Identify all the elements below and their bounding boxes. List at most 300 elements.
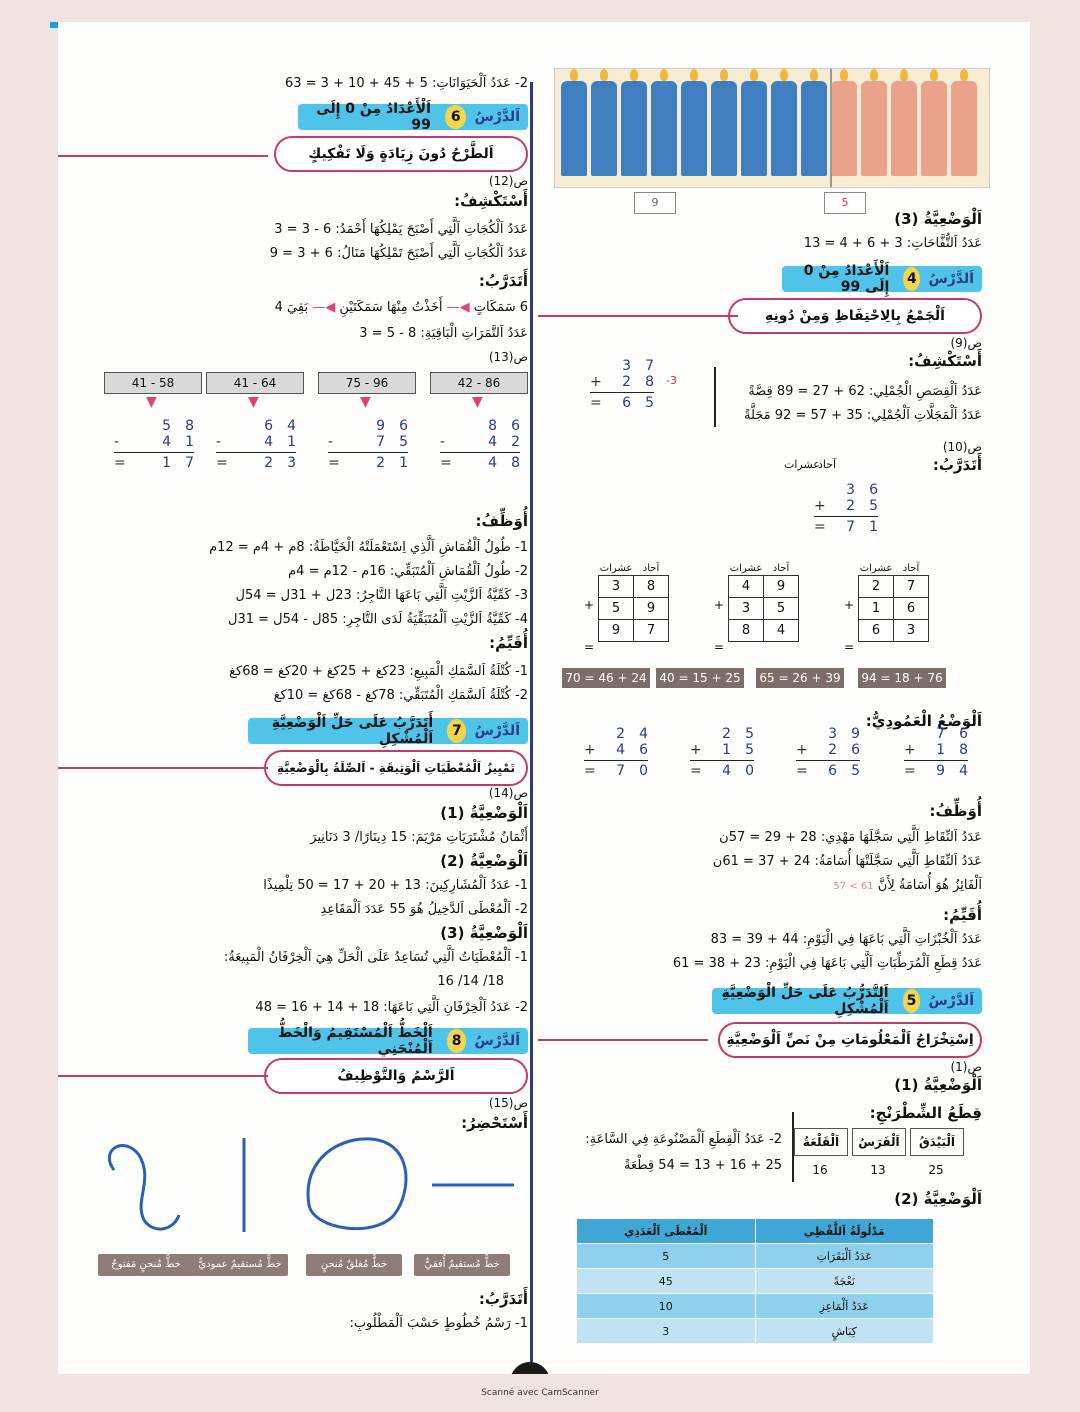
equals-sign: = xyxy=(814,519,826,535)
sheep-total: 2- عَدَدُ اَلْخِرْفَانِ اَلَّتِي بَاعَهَا: 18 + 14 + 16 = 48 xyxy=(255,1000,528,1015)
lesson-label: اَلدَّرْسُ xyxy=(928,271,974,287)
grid-header xyxy=(859,562,929,576)
table-cell: 45 xyxy=(577,1269,756,1294)
apples-count: عَدَدُ اَلتُّفَّاحَاتِ: 3 + 6 + 4 = 13 xyxy=(803,236,982,251)
result-digit: 4 xyxy=(488,455,498,471)
operand-digit: 6 xyxy=(264,418,274,434)
grid-cell: 5 xyxy=(764,598,799,620)
result-digit: 2 xyxy=(376,455,386,471)
tens-label: عشرات xyxy=(784,458,820,471)
table-header-cell: اَلْمُعْطَى اَلْعَدَدِي xyxy=(577,1219,756,1244)
situation-3-heading: اَلْوَضْعِيَّةُ (3) xyxy=(894,210,982,228)
operand-digit: 3 xyxy=(846,482,856,498)
tens-label: عشرات xyxy=(859,563,893,574)
op-row xyxy=(690,742,754,758)
equals-sign: = xyxy=(904,763,916,779)
decor-line xyxy=(58,1075,268,1077)
grid-cell: 6 xyxy=(894,598,929,620)
chess-piece-count: 25 xyxy=(928,1163,944,1177)
op-row xyxy=(584,742,648,758)
grid-row xyxy=(729,620,799,642)
situation-2-heading: اَلْوَضْعِيَّةُ (2) xyxy=(894,1190,982,1208)
left-situation-1: اَلْوَضْعِيَّةُ (1) xyxy=(440,804,528,822)
operand-digit: 7 xyxy=(645,358,654,374)
practice-heading-left: أَتَدَرَّبُ: xyxy=(478,272,528,290)
op-row xyxy=(328,455,408,471)
units-label: آحاد xyxy=(764,562,799,576)
operand-digit: 2 xyxy=(616,726,626,742)
ahmed-marbles: عَدَدُ اَلْكُجَاتِ اَلَّتِي أَصْبَحَ يَمْلِكُهَا أَحْمَدُ: 6 - 3 = 3 xyxy=(274,222,528,237)
line-type-button: خطٌّ مُغلقٌ مُنحنٍ xyxy=(306,1254,402,1276)
page-ref-9: ص(9) xyxy=(950,336,982,350)
decor-line xyxy=(538,1039,708,1041)
lesson-title: اَلْأَعْدَادُ مِنْ 0 إِلَى 99 xyxy=(316,101,431,133)
sum-line xyxy=(216,452,296,453)
result-digit: 6 xyxy=(828,763,838,779)
operand-digit: 6 xyxy=(959,726,968,742)
operand-digit: 5 xyxy=(745,742,754,758)
plus-sign: - xyxy=(440,434,446,450)
apply-heading-left: أُوَظِّفُ: xyxy=(475,512,528,530)
table-row xyxy=(577,1244,934,1269)
plus-sign: - xyxy=(114,434,120,450)
result-digit: 1 xyxy=(869,519,878,535)
extra-data: 2- اَلْمُعْطَى اَلدَّخِيلُ هُوَ 55 عَدَدَ اَلْمَقَاعِدِ xyxy=(320,902,528,917)
lesson-8-subtitle: اَلرَّسْمُ وَالتَّوْظِيفُ xyxy=(264,1058,528,1094)
operand-digit: 7 xyxy=(376,434,386,450)
down-arrow-icon: ▼ xyxy=(360,394,371,410)
vertical-subtraction xyxy=(328,418,408,471)
table-cell: 5 xyxy=(577,1244,756,1269)
fish-start: 6 سَمَكَاتٍ xyxy=(473,300,528,315)
plus-sign: + xyxy=(904,742,916,758)
sheep-values: 18/ 14/ 16 xyxy=(437,974,504,989)
operand-digit: 1 xyxy=(936,742,946,758)
grid-cell: 6 xyxy=(859,620,894,642)
vertical-addition xyxy=(584,726,648,779)
result-digit: 6 xyxy=(622,395,632,411)
sum-line xyxy=(584,760,648,761)
lesson-5-subtitle: اِسْتِخْرَاجُ اَلْمَعْلُومَاتِ مِنْ نَصِّ اَلْوَضْعِيَّةِ xyxy=(718,1022,982,1058)
equals-sign: = xyxy=(440,455,452,471)
op-row xyxy=(796,726,860,742)
op-row xyxy=(904,726,968,742)
grid-row xyxy=(599,598,669,620)
plus-sign: + xyxy=(814,498,826,514)
operand-digit: 2 xyxy=(622,374,632,390)
grid-row xyxy=(599,576,669,598)
subtraction-tag: 41 - 64 xyxy=(206,372,304,394)
decor-line xyxy=(58,155,268,157)
fish-left-mass: 2- كُتْلَةُ اَلسَّمَكِ الْمُتَبَقِّي: 78كغ - 68كغ = 10كغ xyxy=(273,688,528,703)
result-digit: 3 xyxy=(287,455,296,471)
lesson-7-banner xyxy=(248,715,528,747)
table-row xyxy=(577,1269,934,1294)
situation-2-table xyxy=(576,1218,934,1344)
result-digit: 5 xyxy=(645,395,654,411)
op-row xyxy=(690,763,754,779)
lesson-label: اَلدَّرْسُ xyxy=(928,993,974,1009)
operand-digit: 5 xyxy=(399,434,408,450)
operand-digit: 1 xyxy=(185,434,194,450)
result-digit: 5 xyxy=(851,763,860,779)
lesson-number: 5 xyxy=(903,989,921,1013)
grid-row xyxy=(859,576,929,598)
chess-question: 2- عَدَدُ اَلْقِطَعِ اَلْمَصْنُوعَةِ فِي السَّاعَةِ: xyxy=(585,1132,782,1147)
table-header xyxy=(577,1219,934,1244)
decor-line xyxy=(538,315,738,317)
equation-bar: 94 = 18 + 76 xyxy=(858,668,946,688)
plus-sign: + xyxy=(844,598,855,612)
practice-heading-2: أَتَدَرَّبُ: xyxy=(478,1290,528,1308)
open-curve-shape xyxy=(109,1146,179,1230)
result-digit: 0 xyxy=(639,763,648,779)
lesson-label: اَلدَّرْسُ xyxy=(474,723,520,739)
grid-cell: 8 xyxy=(634,576,669,598)
op-row xyxy=(904,742,968,758)
operand-digit: 3 xyxy=(622,358,632,374)
op-row xyxy=(114,418,194,434)
operand-digit: 6 xyxy=(851,742,860,758)
breads-sold: عَدَدُ اَلْخُبْزَاتِ اَلَّتِي بَاعَهَا فِي الْيَوْمِ: 44 + 39 = 83 xyxy=(710,932,982,947)
mahdi-points: عَدَدُ اَلنِّقَاطِ اَلَّتِي سَجَّلَهَا مَهْدِي: 28 + 29 = 57ن xyxy=(719,830,982,845)
operand-digit: 4 xyxy=(162,434,172,450)
winner-text: اَلْفَائِزُ هُوَ أُسَامَةُ لِأَنَّ xyxy=(877,878,982,893)
op-row xyxy=(114,455,194,471)
vertical-subtraction xyxy=(440,418,520,471)
plus-sign: + xyxy=(584,598,595,612)
op-row xyxy=(590,395,654,411)
tens-label: عشرات xyxy=(729,563,763,574)
plus-sign: - xyxy=(328,434,334,450)
equals-sign: = xyxy=(328,455,340,471)
page-ref-14: ص(14) xyxy=(488,786,528,800)
plus-sign: + xyxy=(584,742,596,758)
participants-count: 1- عَدَدُ اَلْمُشَارِكِينَ: 13 + 20 + 17 = 50 تِلْمِيذًا xyxy=(263,878,528,893)
op-row xyxy=(440,418,520,434)
table-cell: عَدَدُ اَلْبَقَرَاتِ xyxy=(755,1244,934,1269)
tens-units-grid xyxy=(728,562,799,642)
subtraction-tag: 75 - 96 xyxy=(318,372,416,394)
operand-digit: 4 xyxy=(488,434,498,450)
tens-label: عشرات xyxy=(599,563,633,574)
op-row xyxy=(814,519,878,535)
table-cell: كِبَاشٍ xyxy=(755,1319,934,1344)
equals-sign: = xyxy=(216,455,228,471)
operand-digit: 8 xyxy=(488,418,498,434)
equals-sign: = xyxy=(690,763,702,779)
result-digit: 4 xyxy=(959,763,968,779)
grid-cell: 9 xyxy=(634,598,669,620)
grid-cell: 2 xyxy=(859,576,894,598)
table-row xyxy=(577,1294,934,1319)
chess-piece-name: اَلْبَيْدَقُ xyxy=(910,1128,964,1156)
chess-divider xyxy=(792,1112,794,1182)
lesson-number: 7 xyxy=(447,719,466,743)
down-arrow-icon: ▼ xyxy=(248,394,259,410)
operand-digit: 6 xyxy=(399,418,408,434)
page-ref-1: ص(1) xyxy=(950,1060,982,1074)
equals-sign: = xyxy=(796,763,808,779)
lesson-6-subtitle: اَلطَّرْحُ دُونَ زِيَادَةٍ وَلَا تَفْكِيكٍ xyxy=(274,136,528,172)
equals-sign: = xyxy=(114,455,126,471)
operand-digit: 4 xyxy=(616,742,626,758)
sum-line xyxy=(440,452,520,453)
op-row xyxy=(216,434,296,450)
lesson-number: 6 xyxy=(445,105,467,129)
grid-cell: 5 xyxy=(599,598,634,620)
equation-bar: 40 = 15 + 25 xyxy=(656,668,744,688)
fish-left: بَقِيَ 4 xyxy=(274,300,309,315)
equals-sign: = xyxy=(714,640,725,654)
lesson-title: اَلْأَعْدَادُ مِنْ 0 إِلَى 99 xyxy=(803,263,890,295)
operand-digit: 6 xyxy=(869,482,878,498)
vertical-layout-heading: اَلْوَضْعُ الْعَمُودِيُّ: xyxy=(865,712,982,730)
grid-cell: 8 xyxy=(729,620,764,642)
lesson-4-subtitle: اَلْجَمْعُ بِالِاحْتِفَاظِ وَمِنْ دُونِهِ xyxy=(728,298,982,334)
operand-digit: 1 xyxy=(287,434,296,450)
operand-digit: 2 xyxy=(846,498,856,514)
grid-cell: 3 xyxy=(729,598,764,620)
op-row xyxy=(216,418,296,434)
down-arrow-icon: ▼ xyxy=(146,394,157,410)
operand-digit: 8 xyxy=(185,418,194,434)
assess-heading-left: أُقَيِّمُ: xyxy=(489,634,528,652)
chess-piece-name: اَلْفَرَسُ xyxy=(852,1128,906,1156)
op-row xyxy=(690,726,754,742)
decor-line xyxy=(58,767,268,769)
operand-digit: 1 xyxy=(722,742,732,758)
discover-heading: أَسْتَكْشِفُ: xyxy=(908,352,982,370)
operand-digit: 5 xyxy=(745,726,754,742)
magazines-total: عَدَدُ اَلْمَجَلَّاتِ اَلْجُمْلِي: 35 + 57 = 92 مَجَلَّةً xyxy=(744,408,982,423)
sum-line xyxy=(814,516,878,517)
operand-digit: 4 xyxy=(639,726,648,742)
separator-line xyxy=(714,367,716,427)
subtraction-tag: 41 - 58 xyxy=(104,372,202,394)
operand-digit: 5 xyxy=(162,418,172,434)
assess-heading: أُقَيِّمُ: xyxy=(943,906,982,924)
op-row xyxy=(814,482,878,498)
sum-line xyxy=(690,760,754,761)
grid-header xyxy=(729,562,799,576)
op-row xyxy=(796,763,860,779)
chess-piece-count: 13 xyxy=(870,1163,886,1177)
lesson-number: 8 xyxy=(447,1029,467,1053)
result-digit: 8 xyxy=(511,455,520,471)
dates-remaining: عَدَدُ اَلتَّمَرَاتِ الْبَاقِيَةِ: 8 - 5 = 3 xyxy=(359,326,528,341)
winner-note: 61 > 57 xyxy=(833,881,874,892)
fish-took: أَخَذْتُ مِنْهَا سَمَكَتَيْنِ xyxy=(339,300,443,315)
operand-digit: 2 xyxy=(722,726,732,742)
grid-cell: 9 xyxy=(764,576,799,598)
chess-answer: 25 + 16 + 13 = 54 قِطْعَةً xyxy=(624,1158,782,1173)
op-row xyxy=(440,434,520,450)
equals-sign: = xyxy=(584,763,596,779)
lines-drawing xyxy=(94,1130,524,1240)
grid-cell: 7 xyxy=(894,576,929,598)
units-label: آحاد xyxy=(894,562,929,576)
operand-digit: 9 xyxy=(376,418,386,434)
vertical-addition xyxy=(690,726,754,779)
practice-addition xyxy=(814,482,878,535)
grid-row xyxy=(729,576,799,598)
subtraction-tag: 42 - 86 xyxy=(430,372,528,394)
tens-units-grid xyxy=(858,562,929,642)
operand-digit: 6 xyxy=(511,418,520,434)
op-row xyxy=(590,374,654,390)
line-type-button: خطٌّ مُستقيمٌ عموديٌّ xyxy=(192,1254,288,1276)
grid-cell: 4 xyxy=(729,576,764,598)
lesson-title: أَتَدَرَّبُ عَلَى حَلِّ اَلْوَضْعِيَّةِ اَلْمُشْكِلِ xyxy=(271,715,434,747)
op-row xyxy=(904,763,968,779)
lesson-label: اَلدَّرْسُ xyxy=(474,1033,520,1049)
winner-line xyxy=(833,878,982,893)
operand-digit: 4 xyxy=(264,434,274,450)
fabric-left: 2- طُولُ اَلْقُمَاشِ اَلْمُتَبَقِّي: 16م - 12م = 4م xyxy=(288,564,528,579)
result-digit: 7 xyxy=(616,763,626,779)
plus-sign: + xyxy=(714,598,725,612)
grid-row xyxy=(599,620,669,642)
operand-digit: 4 xyxy=(287,418,296,434)
vertical-addition xyxy=(904,726,968,779)
vertical-subtraction xyxy=(216,418,296,471)
equation-bar: 65 = 26 + 39 xyxy=(756,668,844,688)
grid-cell: 4 xyxy=(764,620,799,642)
chess-heading: قِطَعُ الشِّطْرَنْجِ: xyxy=(869,1104,982,1122)
table-cell: 10 xyxy=(577,1294,756,1319)
recall-heading: أَسْتَحْضِرُ: xyxy=(461,1114,528,1132)
grid-row xyxy=(729,598,799,620)
result-digit: 2 xyxy=(264,455,274,471)
blue-candle-count-box: 9 xyxy=(634,192,676,214)
op-row xyxy=(328,418,408,434)
grid-cell: 7 xyxy=(634,620,669,642)
op-row xyxy=(590,358,654,374)
oil-left: 4- كَمِّيَّةُ اَلزَّيْتِ اَلْمُتَبَقِّيَةُ لَدَى التَّاجِرِ: 85ل - 54ل = 31ل xyxy=(227,612,528,627)
red-candle-count-box: 5 xyxy=(824,192,866,214)
page-ref-10: ص(10) xyxy=(942,440,982,454)
operand-digit: 8 xyxy=(645,374,654,390)
apply-heading: أُوَظِّفُ: xyxy=(929,802,982,820)
grid-row xyxy=(859,598,929,620)
op-row xyxy=(216,455,296,471)
tens-units-grid xyxy=(598,562,669,642)
equals-sign: = xyxy=(590,395,602,411)
table-header-cell: مَدْلُولَةُ اَللَّفْظِي xyxy=(755,1219,934,1244)
practice-heading: أَتَدَرَّبُ: xyxy=(932,456,982,474)
page-ref-15: ص(15) xyxy=(488,1096,528,1110)
sum-line xyxy=(590,392,654,393)
helpful-data: 1- اَلْمُعْطَيَاتُ اَلَّتِي تُسَاعِدُ عَلَى الْحَلِّ هِيَ اَلْخِرْفَانُ الْمَبِيعَةُ: xyxy=(223,950,528,965)
arrow-icon: ◀— xyxy=(308,300,336,315)
op-row xyxy=(328,434,408,450)
lesson-8-banner xyxy=(248,1025,528,1057)
vertical-subtraction xyxy=(114,418,194,471)
lesson-title: اَلتَّدَرُّبُ عَلَى حَلِّ الْوَضْعِيَّةِ اَلْمُشْكِلِ xyxy=(721,985,889,1017)
page-ref-13: ص(13) xyxy=(488,350,528,364)
maryam-prices: أَثْمَانُ مُشْتَرَيَاتِ مَرْيَمَ: 15 دِينَارًا/ 3 دَنَانِيرَ xyxy=(310,830,528,845)
lesson-label: اَلدَّرْسُ xyxy=(474,109,520,125)
pastries-sold: عَدَدُ قِطَعِ اَلْمُرَطِّبَاتِ اَلَّتِي بَاعَهَا فِي الْيَوْمِ: 23 + 38 = 61 xyxy=(672,956,982,971)
plus-sign: - xyxy=(216,434,222,450)
grid-cell: 9 xyxy=(599,620,634,642)
line-type-button: خطٌّ مُستقيمٌ أُفقيٌّ xyxy=(414,1254,510,1276)
equation-bar: 70 = 46 + 24 xyxy=(562,668,650,688)
lesson-7-subtitle: تَمْيِيزُ اَلْمُعْطَيَاتِ اَلْوَثِيقَةِ - اَلصِّلَةُ بِالْوَضْعِيَّةِ xyxy=(264,750,528,786)
osama-points: عَدَدُ اَلنِّقَاطِ اَلَّتِي سَجَّلَتْهَا أُسَامَةُ: 24 + 37 = 61ن xyxy=(712,854,982,869)
discover-heading-left: أَسْتَكْشِفُ: xyxy=(454,192,528,210)
exercise-number: -3 xyxy=(666,374,677,387)
operand-digit: 8 xyxy=(959,742,968,758)
table-cell: نَعْجَةً xyxy=(755,1269,934,1294)
lesson-title: اَلْخَطُّ اَلْمُسْتَقِيمُ وَالْخَطُّ اَلْمُنْحَنِي xyxy=(277,1025,433,1057)
operand-digit: 9 xyxy=(851,726,860,742)
result-digit: 0 xyxy=(745,763,754,779)
op-row xyxy=(584,726,648,742)
situation-1-heading: اَلْوَضْعِيَّةُ (1) xyxy=(894,1076,982,1094)
left-situation-3: اَلْوَضْعِيَّةُ (3) xyxy=(440,924,528,942)
sum-line xyxy=(796,760,860,761)
scanned-page xyxy=(58,22,1030,1374)
table-cell: 3 xyxy=(577,1319,756,1344)
line-type-button: خطٌّ مُنحنٍ مَفتوحٌ xyxy=(98,1254,194,1276)
sum-line xyxy=(904,760,968,761)
arrow-icon: ◀— xyxy=(442,300,470,315)
operand-digit: 2 xyxy=(511,434,520,450)
fish-sold-mass: 1- كُتْلَةُ اَلسَّمَكِ الْمَبِيعِ: 23كغ + 25كغ + 20كغ = 68كغ xyxy=(229,664,528,679)
grid-cell: 3 xyxy=(599,576,634,598)
lesson-5-banner xyxy=(712,985,982,1017)
plus-sign: + xyxy=(796,742,808,758)
equals-sign: = xyxy=(844,640,855,654)
op-row xyxy=(796,742,860,758)
op-row xyxy=(440,455,520,471)
grid-row xyxy=(859,620,929,642)
closed-curve-shape xyxy=(308,1139,406,1229)
column-divider xyxy=(530,82,533,1372)
chess-piece-count: 16 xyxy=(812,1163,828,1177)
operand-digit: 7 xyxy=(936,726,946,742)
lesson-6-banner xyxy=(298,101,528,133)
chess-piece-name: اَلْقَلْعَةُ xyxy=(794,1128,848,1156)
page-ref-12: ص(12) xyxy=(488,174,528,188)
animals-total: 2- عَدَدُ اَلْحَيَوَانَاتِ: 5 + 45 + 10 + 3 = 63 xyxy=(284,76,528,91)
lesson-4-banner xyxy=(782,263,982,295)
vertical-addition-a xyxy=(590,358,654,411)
table-row xyxy=(577,1319,934,1344)
down-arrow-icon: ▼ xyxy=(472,394,483,410)
op-row xyxy=(584,763,648,779)
stories-total: عَدَدُ اَلْقِصَصِ الْجُمْلِي: 62 + 27 = 89 قِصَّةً xyxy=(748,384,982,399)
result-digit: 4 xyxy=(722,763,732,779)
vertical-addition xyxy=(796,726,860,779)
grid-cell: 1 xyxy=(859,598,894,620)
operand-digit: 5 xyxy=(869,498,878,514)
fabric-used: 1- طُولُ اَلْقُمَاشِ اَلَّذِي اِسْتَعْمَلَتْهُ الْخَيَّاطَةُ: 8م + 4م = 12م xyxy=(209,540,528,555)
lesson-number: 4 xyxy=(903,267,920,291)
sum-line xyxy=(328,452,408,453)
sum-line xyxy=(114,452,194,453)
result-digit: 9 xyxy=(936,763,946,779)
fish-sentence xyxy=(275,300,528,315)
operand-digit: 2 xyxy=(828,742,838,758)
units-label: آحاد xyxy=(634,562,669,576)
left-situation-2: اَلْوَضْعِيَّةُ (2) xyxy=(440,852,528,870)
operand-digit: 6 xyxy=(639,742,648,758)
manal-marbles: عَدَدُ اَلْكُجَاتِ اَلَّتِي أَصْبَحَ تَمْلِكُهَا مَنَالُ: 6 + 3 = 9 xyxy=(269,246,528,261)
result-digit: 1 xyxy=(162,455,172,471)
